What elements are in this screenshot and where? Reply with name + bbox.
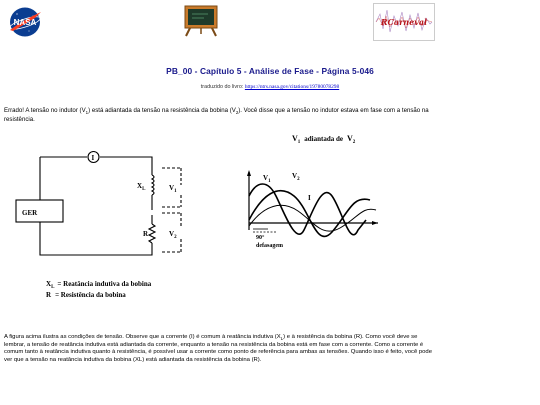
- nasa-logo: [7, 6, 43, 38]
- curve-v2-label: [292, 172, 300, 182]
- heading-mid: adiantada de: [304, 135, 343, 143]
- rcarneval-logo: [373, 3, 435, 41]
- current-meter-label: I: [91, 154, 95, 162]
- curve-v1-label: [263, 174, 271, 184]
- r-label: R: [143, 230, 149, 238]
- xl-label-sub: L: [142, 187, 146, 192]
- circuit-diagram: [16, 152, 181, 256]
- curve-v1: V: [263, 174, 269, 182]
- feedback-part-1: Errado! A tensão no indutor (V: [4, 107, 86, 114]
- feedback-sub-2: 2: [235, 110, 239, 116]
- curve-v2: V: [292, 172, 298, 180]
- waveform-heading: [292, 134, 356, 145]
- v1-label-sub: 1: [174, 189, 177, 194]
- v2-label: V: [169, 230, 175, 238]
- v2-label-group: [169, 230, 177, 240]
- source-link[interactable]: https://ntrs.nasa.gov/citations/19780078298: [244, 84, 340, 90]
- angle-label: 90°: [256, 235, 265, 241]
- explanation-sub-1: L: [280, 336, 284, 342]
- v2-label-sub: 2: [174, 235, 177, 240]
- v1-label-group: [169, 184, 177, 194]
- phase-label: defasagem: [256, 243, 283, 249]
- v1-label: V: [169, 184, 175, 192]
- curve-v2-sub: 2: [297, 177, 300, 182]
- nasa-logo-text: NASA: [13, 18, 37, 27]
- legend-xl-text: = Reatância indutiva da bobina: [57, 280, 152, 288]
- feedback-part-3: ). Você disse que a tensão no indutor estava em fase com a tensão na resistência.: [4, 107, 429, 123]
- translated-prefix: traduzido do livro:: [200, 84, 244, 90]
- legend-xl-sub: L: [51, 285, 55, 290]
- heading-v2-sub: 2: [352, 140, 356, 145]
- legend-r-row: [46, 291, 126, 299]
- legend-r-symbol: R: [46, 291, 52, 299]
- generator-label: GER: [22, 209, 38, 217]
- explanation-part-2: ) e à resistência da bobina (R). Como você deve se lembrar, a tensão de reatância indutiva está adiantada da corrente, enquanto a tensão na resistência da bobina está em fase com a corrente. Como a corrente é comum tanto à reatância indutiva quanto à resistência, é possível usar a corrente como ponto de referência para ambas as tensões. Quando isso é feito, você pode ver que a tensão na reatância indutiva da bobina (XL) está adiantada da resistência da bobina (R).: [4, 334, 432, 364]
- legend-xl-row: [46, 280, 152, 290]
- xl-label: X: [137, 182, 143, 190]
- legend-r-text: = Resistência da bobina: [55, 291, 126, 299]
- legend-xl-symbol: X: [46, 280, 52, 288]
- feedback-text: [4, 107, 444, 124]
- curve-i-label: I: [308, 194, 311, 202]
- explanation-paragraph: [4, 334, 434, 365]
- xl-label-group: [137, 182, 146, 192]
- page-title: PB_00 - Capítulo 5 - Análise de Fase - Página 5-046: [166, 66, 374, 76]
- heading-v1-sub: 1: [297, 140, 301, 145]
- rc-logo-text: RCarneval: [380, 17, 428, 27]
- feedback-sub-1: 1: [85, 110, 89, 116]
- heading-v1: V: [292, 134, 298, 143]
- translated-from-line: [0, 84, 540, 90]
- curve-v1-sub: 1: [268, 179, 271, 184]
- feedback-part-2: ) está adiantada da tensão na resistência da bobina (V: [88, 107, 236, 114]
- chalkboard-icon[interactable]: [178, 5, 224, 37]
- circuit-and-waveform-figure: [0, 125, 540, 310]
- explanation-part-1: A figura acima ilustra as condições de tensão. Observe que a corrente (I) é comum à reatância indutiva (X: [4, 334, 281, 340]
- heading-v2: V: [347, 134, 353, 143]
